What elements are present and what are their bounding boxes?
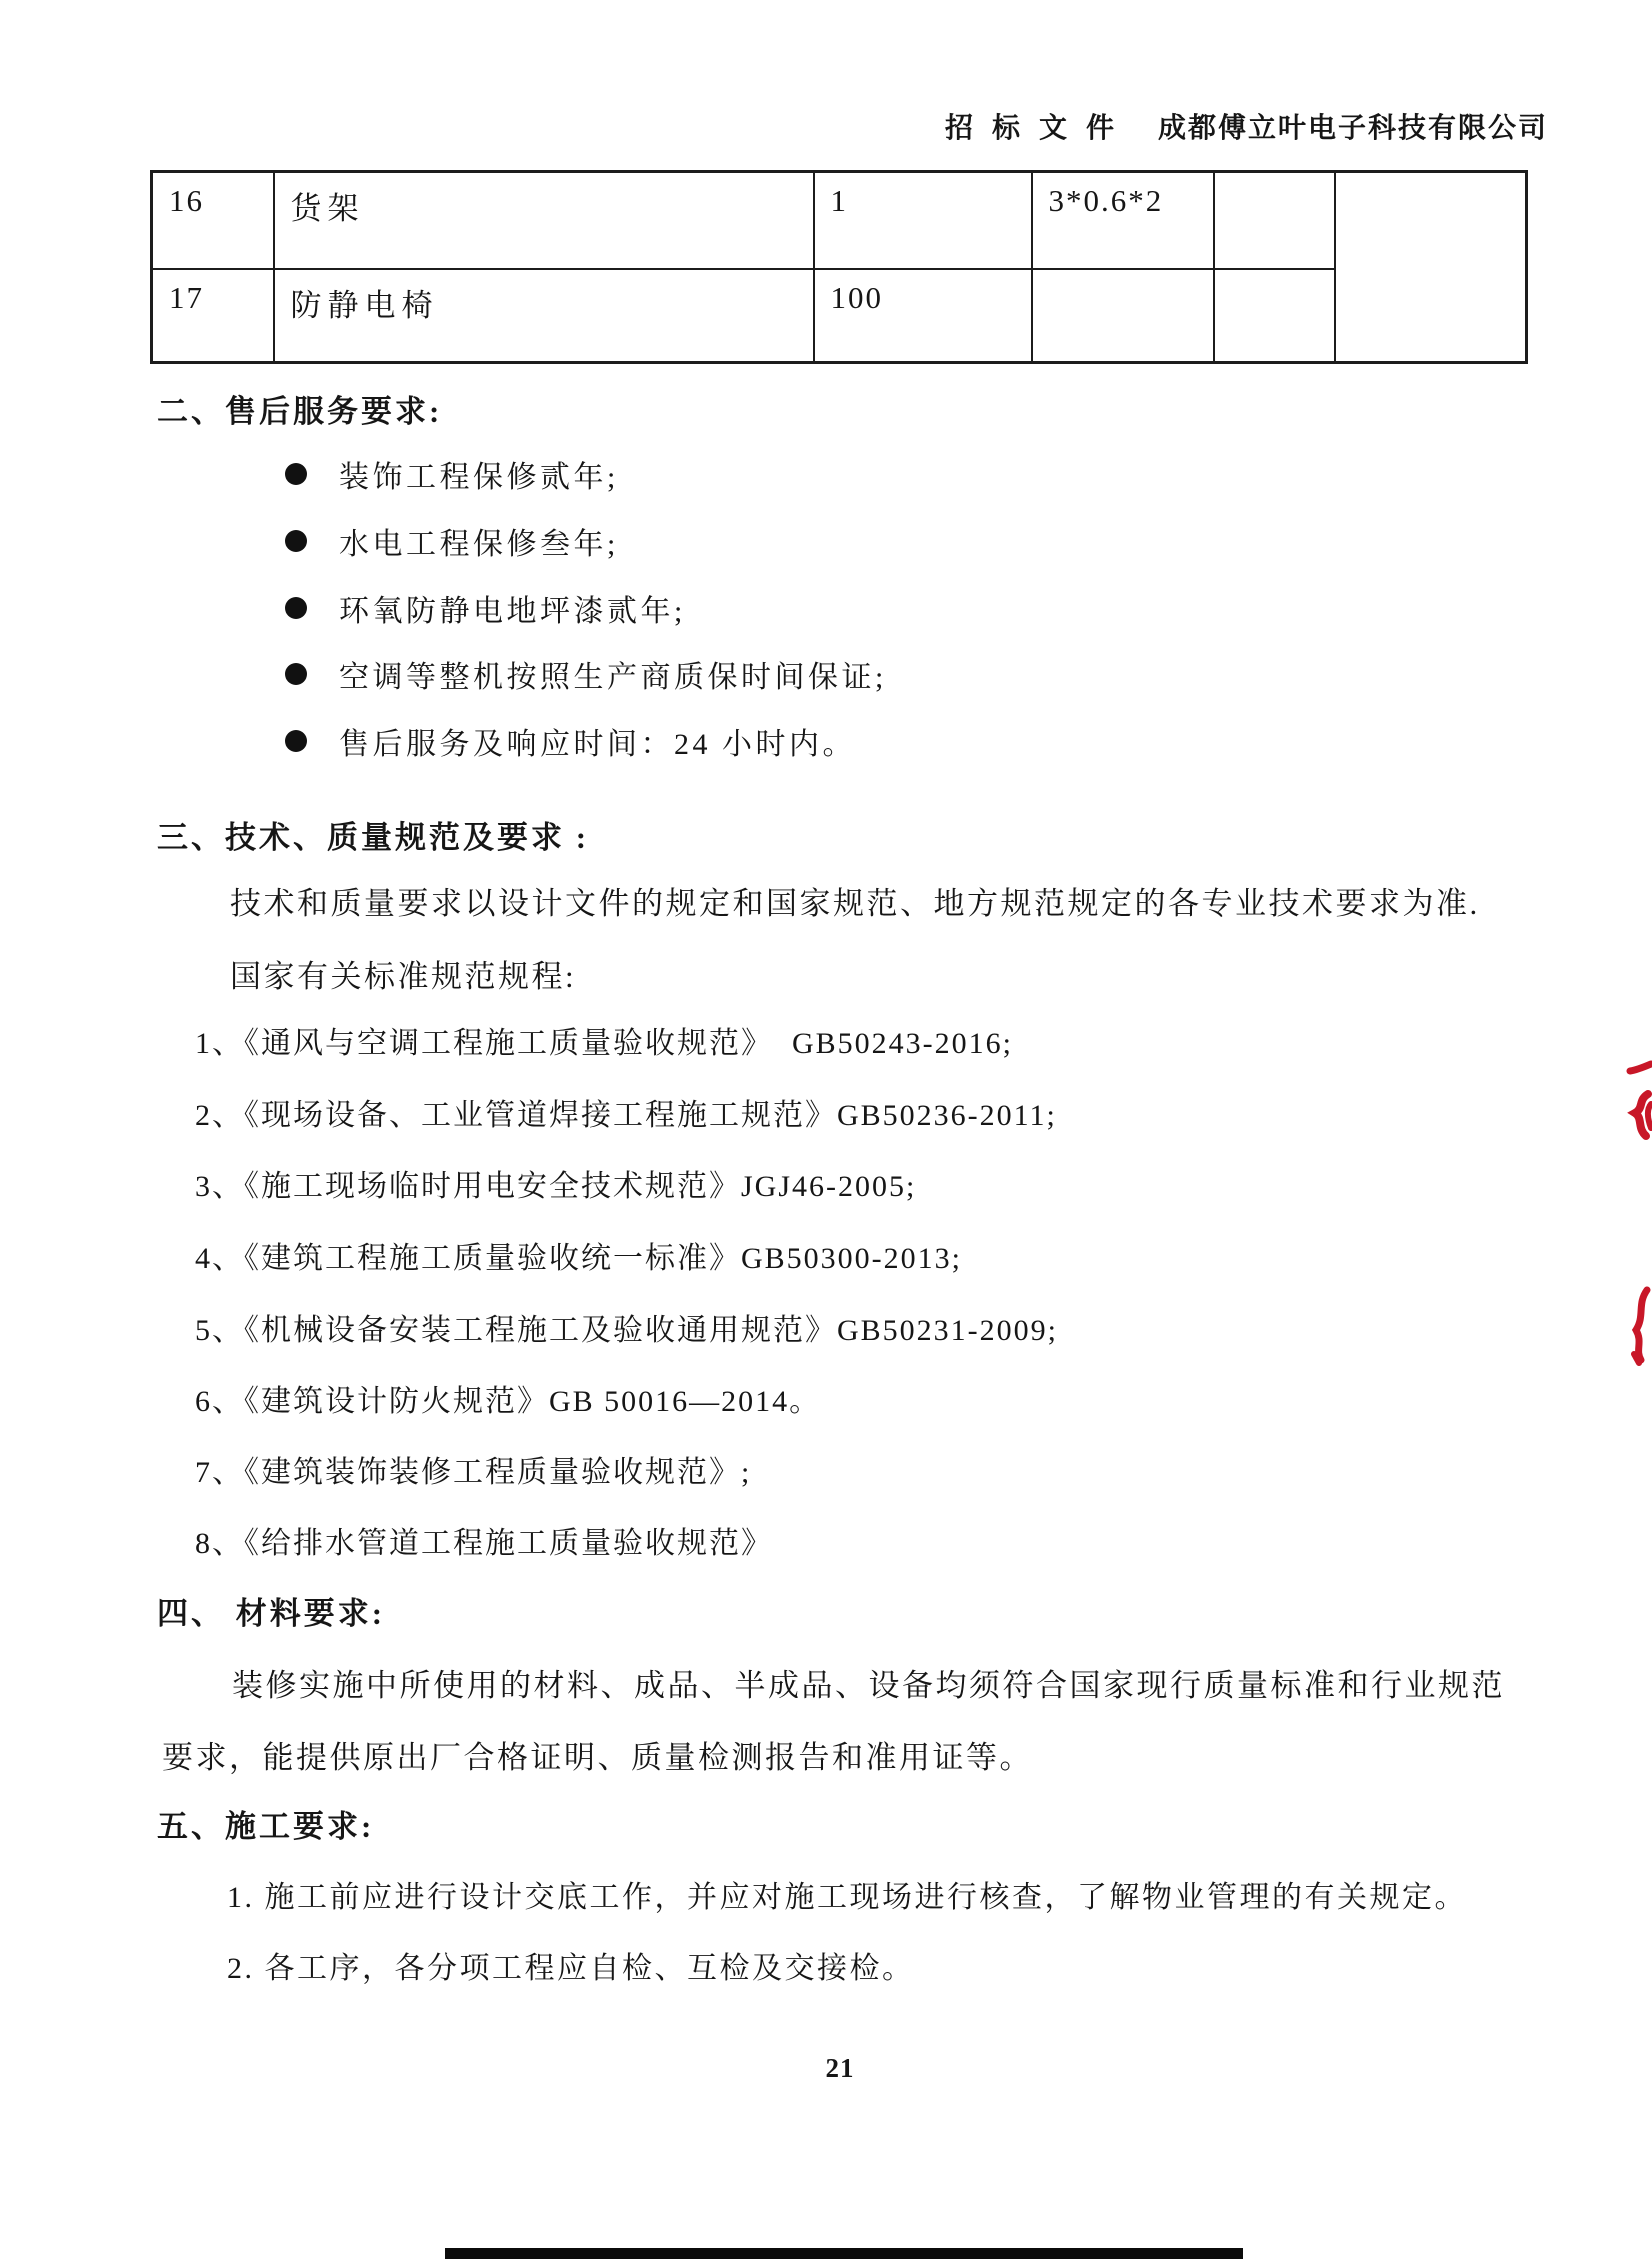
bullet-icon xyxy=(285,730,307,752)
header-company: 成都傅立叶电子科技有限公司 xyxy=(1157,113,1548,144)
bullet-text: 水电工程保修叁年; xyxy=(339,528,619,561)
list-item: 5、《机械设备安装工程施工及验收通用规范》GB50231-2009; xyxy=(195,1314,1058,1347)
cell-empty xyxy=(1214,269,1335,363)
section-heading-after-sale: 二、售后服务要求: xyxy=(157,394,443,429)
cell-empty xyxy=(1214,172,1335,270)
section-heading-material: 四、 材料要求: xyxy=(157,1596,386,1631)
bullet-text: 售后服务及响应时间：24 小时内。 xyxy=(339,728,856,761)
paragraph: 要求，能提供原出厂合格证明、质量检测报告和准用证等。 xyxy=(162,1740,1033,1775)
list-item xyxy=(285,586,686,630)
cell-qty: 100 xyxy=(814,269,1032,363)
cell-size xyxy=(1032,269,1214,363)
paragraph: 装修实施中所使用的材料、成品、半成品、设备均须符合国家现行质量标准和行业规范 xyxy=(232,1668,1505,1703)
paragraph: 国家有关标准规范规程: xyxy=(230,959,577,994)
list-item xyxy=(285,452,619,496)
section-heading-construction: 五、施工要求: xyxy=(157,1809,375,1844)
bullet-text: 环氧防静电地坪漆贰年; xyxy=(339,595,686,628)
bullet-icon xyxy=(285,663,307,685)
scan-artifact-bar xyxy=(445,2248,1243,2259)
list-item xyxy=(285,652,887,696)
cell-no: 17 xyxy=(152,269,274,363)
list-item: 2、《现场设备、工业管道焊接工程施工规范》GB50236-2011; xyxy=(195,1099,1057,1132)
list-item: 4、《建筑工程施工质量验收统一标准》GB50300-2013; xyxy=(195,1242,962,1275)
list-item: 3、《施工现场临时用电安全技术规范》JGJ46-2005; xyxy=(195,1170,917,1203)
cell-merged-empty xyxy=(1335,172,1527,363)
list-item xyxy=(285,719,856,763)
list-item: 2. 各工序，各分项工程应自检、互检及交接检。 xyxy=(227,1952,915,1985)
cell-no: 16 xyxy=(152,172,274,270)
cell-item-name: 防静电椅 xyxy=(274,269,814,363)
list-item xyxy=(285,519,619,563)
items-table xyxy=(150,170,1528,364)
paragraph: 技术和质量要求以设计文件的规定和国家规范、地方规范规定的各专业技术要求为准. xyxy=(230,886,1480,921)
list-item: 8、《给排水管道工程施工质量验收规范》 xyxy=(195,1527,773,1560)
cell-qty: 1 xyxy=(814,172,1032,270)
cell-item-name: 货架 xyxy=(274,172,814,270)
list-item: 7、《建筑装饰装修工程质量验收规范》; xyxy=(195,1456,752,1489)
bullet-icon xyxy=(285,530,307,552)
table-row xyxy=(152,269,1527,363)
bullet-icon xyxy=(285,597,307,619)
list-item: 1. 施工前应进行设计交底工作，并应对施工现场进行核查，了解物业管理的有关规定。 xyxy=(227,1881,1467,1914)
bullet-icon xyxy=(285,463,307,485)
bullet-text: 装饰工程保修贰年; xyxy=(339,461,619,494)
bullet-text: 空调等整机按照生产商质保时间保证; xyxy=(339,661,887,694)
page-header xyxy=(945,106,1548,146)
section-heading-tech: 三、技术、质量规范及要求 : xyxy=(157,820,590,855)
page-number: 21 xyxy=(825,2053,855,2083)
red-stamp-fragment-icon xyxy=(1630,1286,1652,1366)
list-item: 6、《建筑设计防火规范》GB 50016—2014。 xyxy=(195,1385,822,1418)
header-doc-type: 招 标 文 件 xyxy=(944,113,1120,144)
list-item: 1、《通风与空调工程施工质量验收规范》 GB50243-2016; xyxy=(195,1027,1013,1060)
red-stamp-fragment-icon xyxy=(1626,1058,1652,1144)
cell-size: 3*0.6*2 xyxy=(1032,172,1214,270)
table-row xyxy=(152,172,1527,270)
